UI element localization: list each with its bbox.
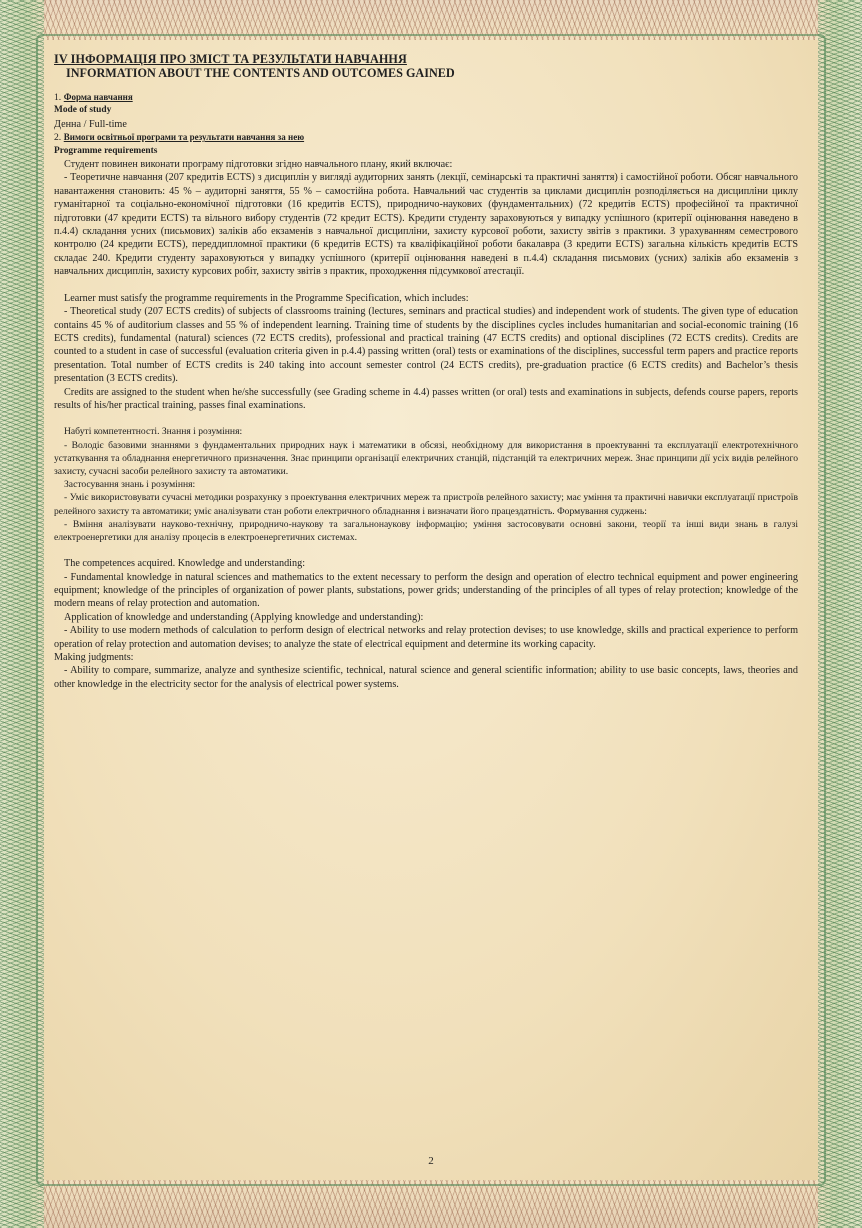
item-1-title-ua: Форма навчання <box>63 92 133 102</box>
item-2-title-en: Programme requirements <box>54 145 158 156</box>
ua-competences-application: - Уміє використовувати сучасні методики розрахунку з проектування електричних мереж та пристроїв релейного захисту; має уміння та практичні навички експлуатації пристроїв релейного захисту та автоматики; уміє аналізувати стан роботи електричного обладнання і визначати його працездатність. Формування суджень: <box>54 492 798 517</box>
ua-competences-heading: Набуті компетентності. Знання і розуміння: <box>64 426 243 438</box>
en-competences-judgments-heading: Making judgments: <box>54 652 134 664</box>
en-competences-application: - Ability to use modern methods of calculation to perform design of electrical networks and relay protection devises; to use knowledge, skills and practical experience to perform operation of relay protection and automation devises; to analyze the state of electrical equipment and determine its working capacity. <box>54 625 798 650</box>
item-1-title-en: Mode of study <box>54 105 112 116</box>
en-competences-judgments: - Ability to compare, summarize, analyze and synthesize scientific, technical, natural science and general scientific information; ability to use basic concepts, laws, theories and other knowledge in the electricity sector for the analysis of electrical power systems. <box>54 665 798 690</box>
ua-competences-knowledge: - Володіє базовими знаннями з фундаментальних природних наук і математики в обсязі, необхідному для використання в проектуванні та експлуатації електротехнічного устаткування та обладнання енергетичного призначення. Знає принципи організації електричних станцій, підстанцій та електричних мереж. Знає принципи дії усіх видів релейного захисту, сучасні засоби релейного захисту та автоматики. <box>54 439 798 477</box>
en-competences-heading: The competences acquired. Knowledge and understanding: <box>64 558 306 570</box>
item-2-title-ua: Вимоги освітньої програми та результати навчання за нею <box>63 132 305 143</box>
section-title-ua: IV ІНФОРМАЦІЯ ПРО ЗМІСТ ТА РЕЗУЛЬТАТИ НАВЧАННЯ <box>54 52 407 66</box>
guilloche-border-bottom <box>0 1180 862 1228</box>
item-1-number: 1. <box>54 92 62 103</box>
ua-requirements-body: - Теоретичне навчання (207 кредитів ECTS) з дисциплін у вигляді аудиторних занять (лекції, семінарські та практичні заняття) і самостійної роботи. Обсяг навчального навантаження становить: 45 % – аудиторні заняття, 55 % – самостійна робота. Навчальний час студентів за циклами дисциплін розподіляється на дисципліни циклу гуманітарної та соціально-економічної підготовки (16 кредитів ECTS), природничо-наукових (фундаментальних) (72 кредитів ECTS) професійної та практичної підготовки (47 кредити ECTS) та вільного вибору студентів (72 кредит ECTS). Кредити студенту зараховуються у випадку успішного (критерії оцінювання наведено в п.4.4) складання усних (письмових) заліків або екзаменів з навчальної дисципліни, захисту курсової роботи, захисту звітів з практики. З урахуванням семестрового контролю (24 кредити ECTS), переддипломної практики (6 кредитів ECTS) та кваліфікаційної роботи бакалавра (3 кредити ECTS) загальна кількість кредитів ECTS складає 240. Кредити студенту зараховуються у випадку успішного (критерії оцінювання наведені в п.4.4) складання письмових (усних) заліків або екзаменів з навчальних дисциплін, захисту курсових робіт, захисту звітів з практик, проходження підсумкової атестації. <box>54 172 798 278</box>
item-1-title <box>54 91 798 104</box>
mode-of-study-value: Денна / Full-time <box>54 118 127 130</box>
ua-requirements-intro: Студент повинен виконати програму підготовки згідно навчального плану, який включає: <box>64 159 453 171</box>
en-competences-application-heading: Application of knowledge and understanding (Applying knowledge and understanding): <box>64 611 424 623</box>
en-requirements-intro: Learner must satisfy the programme requirements in the Programme Specification, which includes: <box>64 292 469 304</box>
en-competences-knowledge: - Fundamental knowledge in natural sciences and mathematics to the extent necessary to perform the design and operation of electro technical equipment and power engineering equipment; knowledge of the principles of organization of power plants, substations, power grids; understanding of the principles of all types of relay protection; knowledge of the modern means of relay protection and automation. <box>54 571 798 610</box>
en-requirements-body: - Theoretical study (207 ECTS credits) of subjects of classrooms training (lectures, seminars and practical studies) and independent work of students. The given type of education contains 45 % of auditorium classes and 55 % of independent learning. Training time of students by the disciplines cycles includes humanitarian and social-economic training (16 ECTS credits), fundamental (natural) sciences (72 ECTS credits), professional and practical training (47 ECTS credits) and optional disciplines (72 ECTS credits). Credits are counted to a student in case of successful (evaluation criteria given in p.4.4) passing written (oral) tests or examinations of the disciplines, successful term papers and practice reports presentation. Total number of ECTS credits is 240 taking into account semester control (24 ECTS credits), pre-graduation practice (6 ECTS credits) and Bachelor’s thesis presentation (3 ECTS credits). <box>54 306 798 385</box>
ua-competences-judgments: - Вміння аналізувати науково-технічну, природничо-наукову та загальнонаукову інформацію; уміння застосовувати основні закони, теорії та інші види знань в галузі електроенергетики для аналізу процесів в електроенергетичних системах. <box>54 518 798 543</box>
en-requirements-credits: Credits are assigned to the student when he/she successfully (see Grading scheme in 4.4) passes written (or oral) tests and examinations in subjects, defends course papers, reports results of his/her practical training, passes final examinations. <box>54 386 798 411</box>
section-title-en: INFORMATION ABOUT THE CONTENTS AND OUTCOMES GAINED <box>66 66 455 80</box>
item-2-title <box>54 131 798 144</box>
ua-competences-application-heading: Застосування знань і розуміння: <box>64 479 196 491</box>
document-body <box>54 52 798 691</box>
item-2-number: 2. <box>54 132 62 144</box>
page-number: 2 <box>428 1155 434 1167</box>
